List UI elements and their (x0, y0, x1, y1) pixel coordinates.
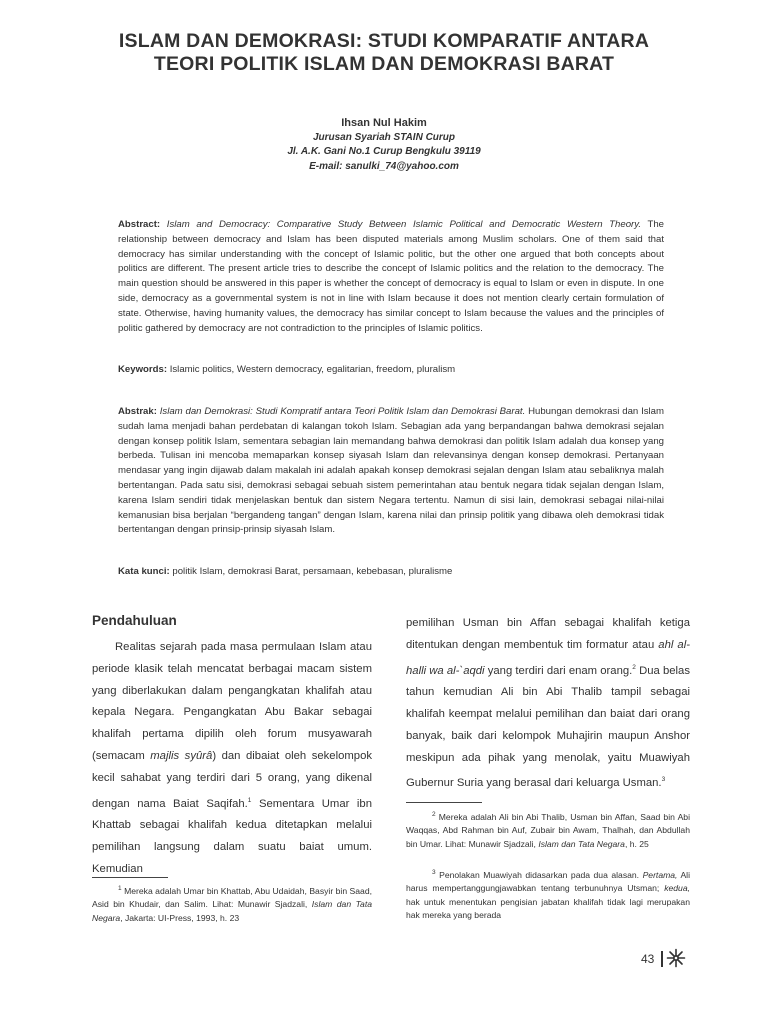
paper-title (60, 30, 708, 76)
section-heading: Pendahuluan (92, 613, 177, 628)
body-text: ) dan dibaiat oleh sekelompok kecil sahabat yang terdiri dari 5 orang, yang dikenal dengan nama Baiat Saqifah. (92, 749, 372, 810)
body-italic-term: majlis syûrâ (150, 749, 213, 762)
footnote-2 (406, 808, 690, 851)
footnote-number: 3 (432, 869, 436, 876)
footnote-italic: kedua, (664, 883, 690, 894)
body-text: pemilihan Usman bin Affan sebagai khalifah ketiga ditentukan dengan membentuk tim formatur atau (406, 617, 690, 651)
keywords-indonesian (118, 566, 664, 577)
footnote-text: Mereka adalah Ali bin Abi Thalib, Usman bin Affan, Saad bin Abi Waqqas, Abd Rahman bin Auf, Zubair bin Awam, Thalhah, dan Abdullah bin Umar. Lihat: Munawir Sjadzali, (406, 811, 690, 849)
body-italic-term: ahl al-halli wa al-`aqdi (406, 638, 690, 677)
footnote-divider (92, 877, 168, 878)
author-name: Ihsan Nul Hakim (341, 117, 427, 129)
keywords-en-list: Islamic politics, Western democracy, egalitarian, freedom, pluralism (169, 364, 456, 375)
keywords-id-list: politik Islam, demokrasi Barat, persamaan, kebebasan, pluralisme (172, 566, 453, 577)
body-text: yang terdiri dari enam orang. (484, 664, 633, 677)
footnote-text: Mereka adalah Umar bin Khattab, Abu Udaidah, Basyir bin Saad, Asid bin Khudair, dan Salim. Lihat: Munawir Sjadzali, (92, 885, 372, 910)
flower-ornament-icon (666, 948, 686, 968)
author-email: E-mail: sanulki_74@yahoo.com (309, 160, 459, 172)
footnote-text: Penolakan Muawiyah didasarkan pada dua alasan. (435, 869, 643, 880)
footnote-text: , Jakarta: UI-Press, 1993, h. 23 (120, 912, 240, 923)
body-text: Sementara Umar ibn Khattab sebagai khalifah kedua ditetapkan melalui pemilihan langsung dalam suatu baiat umum. Kemudian (92, 797, 372, 875)
body-paragraph-left (92, 637, 372, 881)
footnote-number: 1 (118, 885, 122, 892)
abstract-id-body: Hubungan demokrasi dan Islam sudah lama menjadi bahan perdebatan di kalangan tokoh Islam. Sebagian ada yang berpandangan bahwa demokrasi sejalan dengan konsep politik Islam, sementara sebagian lain memandang bahwa demokrasi dan politik Islam adalah dua konsep yang berbeda. Tulisan ini mencoba memaparkan konsep siyasah Islam dan relevansinya dengan konsep demokrasi. Pertanyaan mendasar yang ingin dijawab dalam makalah ini adalah apakah konsep demokrasi sejalan dengan Islam atau sebaliknya malah bertentangan. Pada satu sisi, demokrasi sebagai sebuah sistem pemerintahan atau bentuk negara tidak sejalan dengan Islam, karena Islam sendiri tidak menjelaskan bentuk dan sistem Negara tertentu. Namun di sisi lain, demokrasi sebagai nilai-nilai kemanusian bisa berjalan “bergandeng tangan” dengan Islam, karena nilai dan prinsip politik yang dibawa oleh demokrasi tidak bertentangan dengan prinsip-prinsip siyasah Islam. (118, 406, 664, 536)
abstract-english (118, 218, 664, 336)
abstract-en-label: Abstract: (118, 219, 161, 230)
footnote-italic: Pertama, (642, 869, 678, 880)
body-text: Dua belas tahun kemudian Ali bin Abi Thalib tampil sebagai khalifah keempat melalui pemilihan dan baiat dari orang banyak, baik dari kelompok Muhajirin maupun Anshor meskipun ada pihak yang menolak, yaitu Muawiyah Gubernur Suria yang berasal dari keluarga Usman. (406, 664, 690, 790)
title-line-1: ISLAM DAN DEMOKRASI: STUDI KOMPARATIF ANTARA (118, 30, 650, 52)
page-number: 43 (641, 952, 655, 966)
abstract-id-title: Islam dan Demokrasi: Studi Kompratif antara Teori Politik Islam dan Demokrasi Barat. (159, 406, 526, 417)
author-address: Jl. A.K. Gani No.1 Curup Bengkulu 39119 (287, 146, 481, 157)
footnote-divider (406, 802, 482, 803)
keywords-en-label: Keywords: (118, 364, 168, 375)
footnote-number: 2 (432, 811, 436, 818)
footnote-3 (406, 866, 690, 922)
footnote-text: hak untuk menentukan pengisian jabatan khalifah tidak lagi merupakan hak mereka yang berada (406, 896, 690, 921)
footnote-italic: Islam dan Tata Negara (538, 838, 625, 849)
abstract-en-title: Islam and Democracy: Comparative Study Between Islamic Political and Democratic Western Theory. (166, 219, 641, 230)
body-paragraph-right (406, 613, 690, 795)
abstract-en-body: The relationship between democracy and Islam has been disputed materials among Muslim scholars. One of them said that democracy has similar understanding with the concept of Islamic politic, but the other one argued that both concepts about politics are different. The present article tries to describe the concept of Islamic politics and the relation to the democracy. The main question should be answered in this paper is whether the concept of democracy is equal to Islam or even in dispute. In one side, democracy as a governmental system is not in line with Islam because it does not mention clearly certain formulation of state. Otherwise, having humanity values, the democracy has similar concept to Islam because the values and the principles of politic gathered by democracy are not contradiction to the principles of Islamic politics. (118, 219, 664, 334)
keywords-id-label: Kata kunci: (118, 566, 170, 577)
footnote-ref[interactable]: 3 (661, 776, 666, 784)
author-block (140, 116, 628, 174)
footnote-italic: Islam dan Tata Negara (92, 899, 373, 923)
body-text: Realitas sejarah pada masa permulaan Islam atau periode klasik telah mencatat berbagai macam sistem yang diberlakukan dalam pengangkatan khalifah atau kepala Negara. Pengangkatan Abu Bakar sebagai khalifah pertama dipilih oleh forum musyawarah (semacam (92, 641, 372, 762)
abstract-id-label: Abstrak: (118, 406, 157, 417)
page-number-divider (661, 951, 663, 967)
footnote-text: , h. 25 (624, 838, 649, 849)
keywords-english (118, 364, 664, 375)
footnote-ref[interactable]: 1 (247, 796, 252, 804)
footnote-1 (92, 882, 372, 925)
author-affiliation: Jurusan Syariah STAIN Curup (312, 131, 456, 143)
footnote-ref[interactable]: 2 (632, 663, 636, 671)
abstract-indonesian (118, 405, 664, 538)
footnote-text: Ali harus mempertanggungjawabkan tentang terbunuhnya Utsman; (406, 869, 691, 894)
title-line-2: TEORI POLITIK ISLAM DAN DEMOKRASI BARAT (153, 53, 615, 75)
